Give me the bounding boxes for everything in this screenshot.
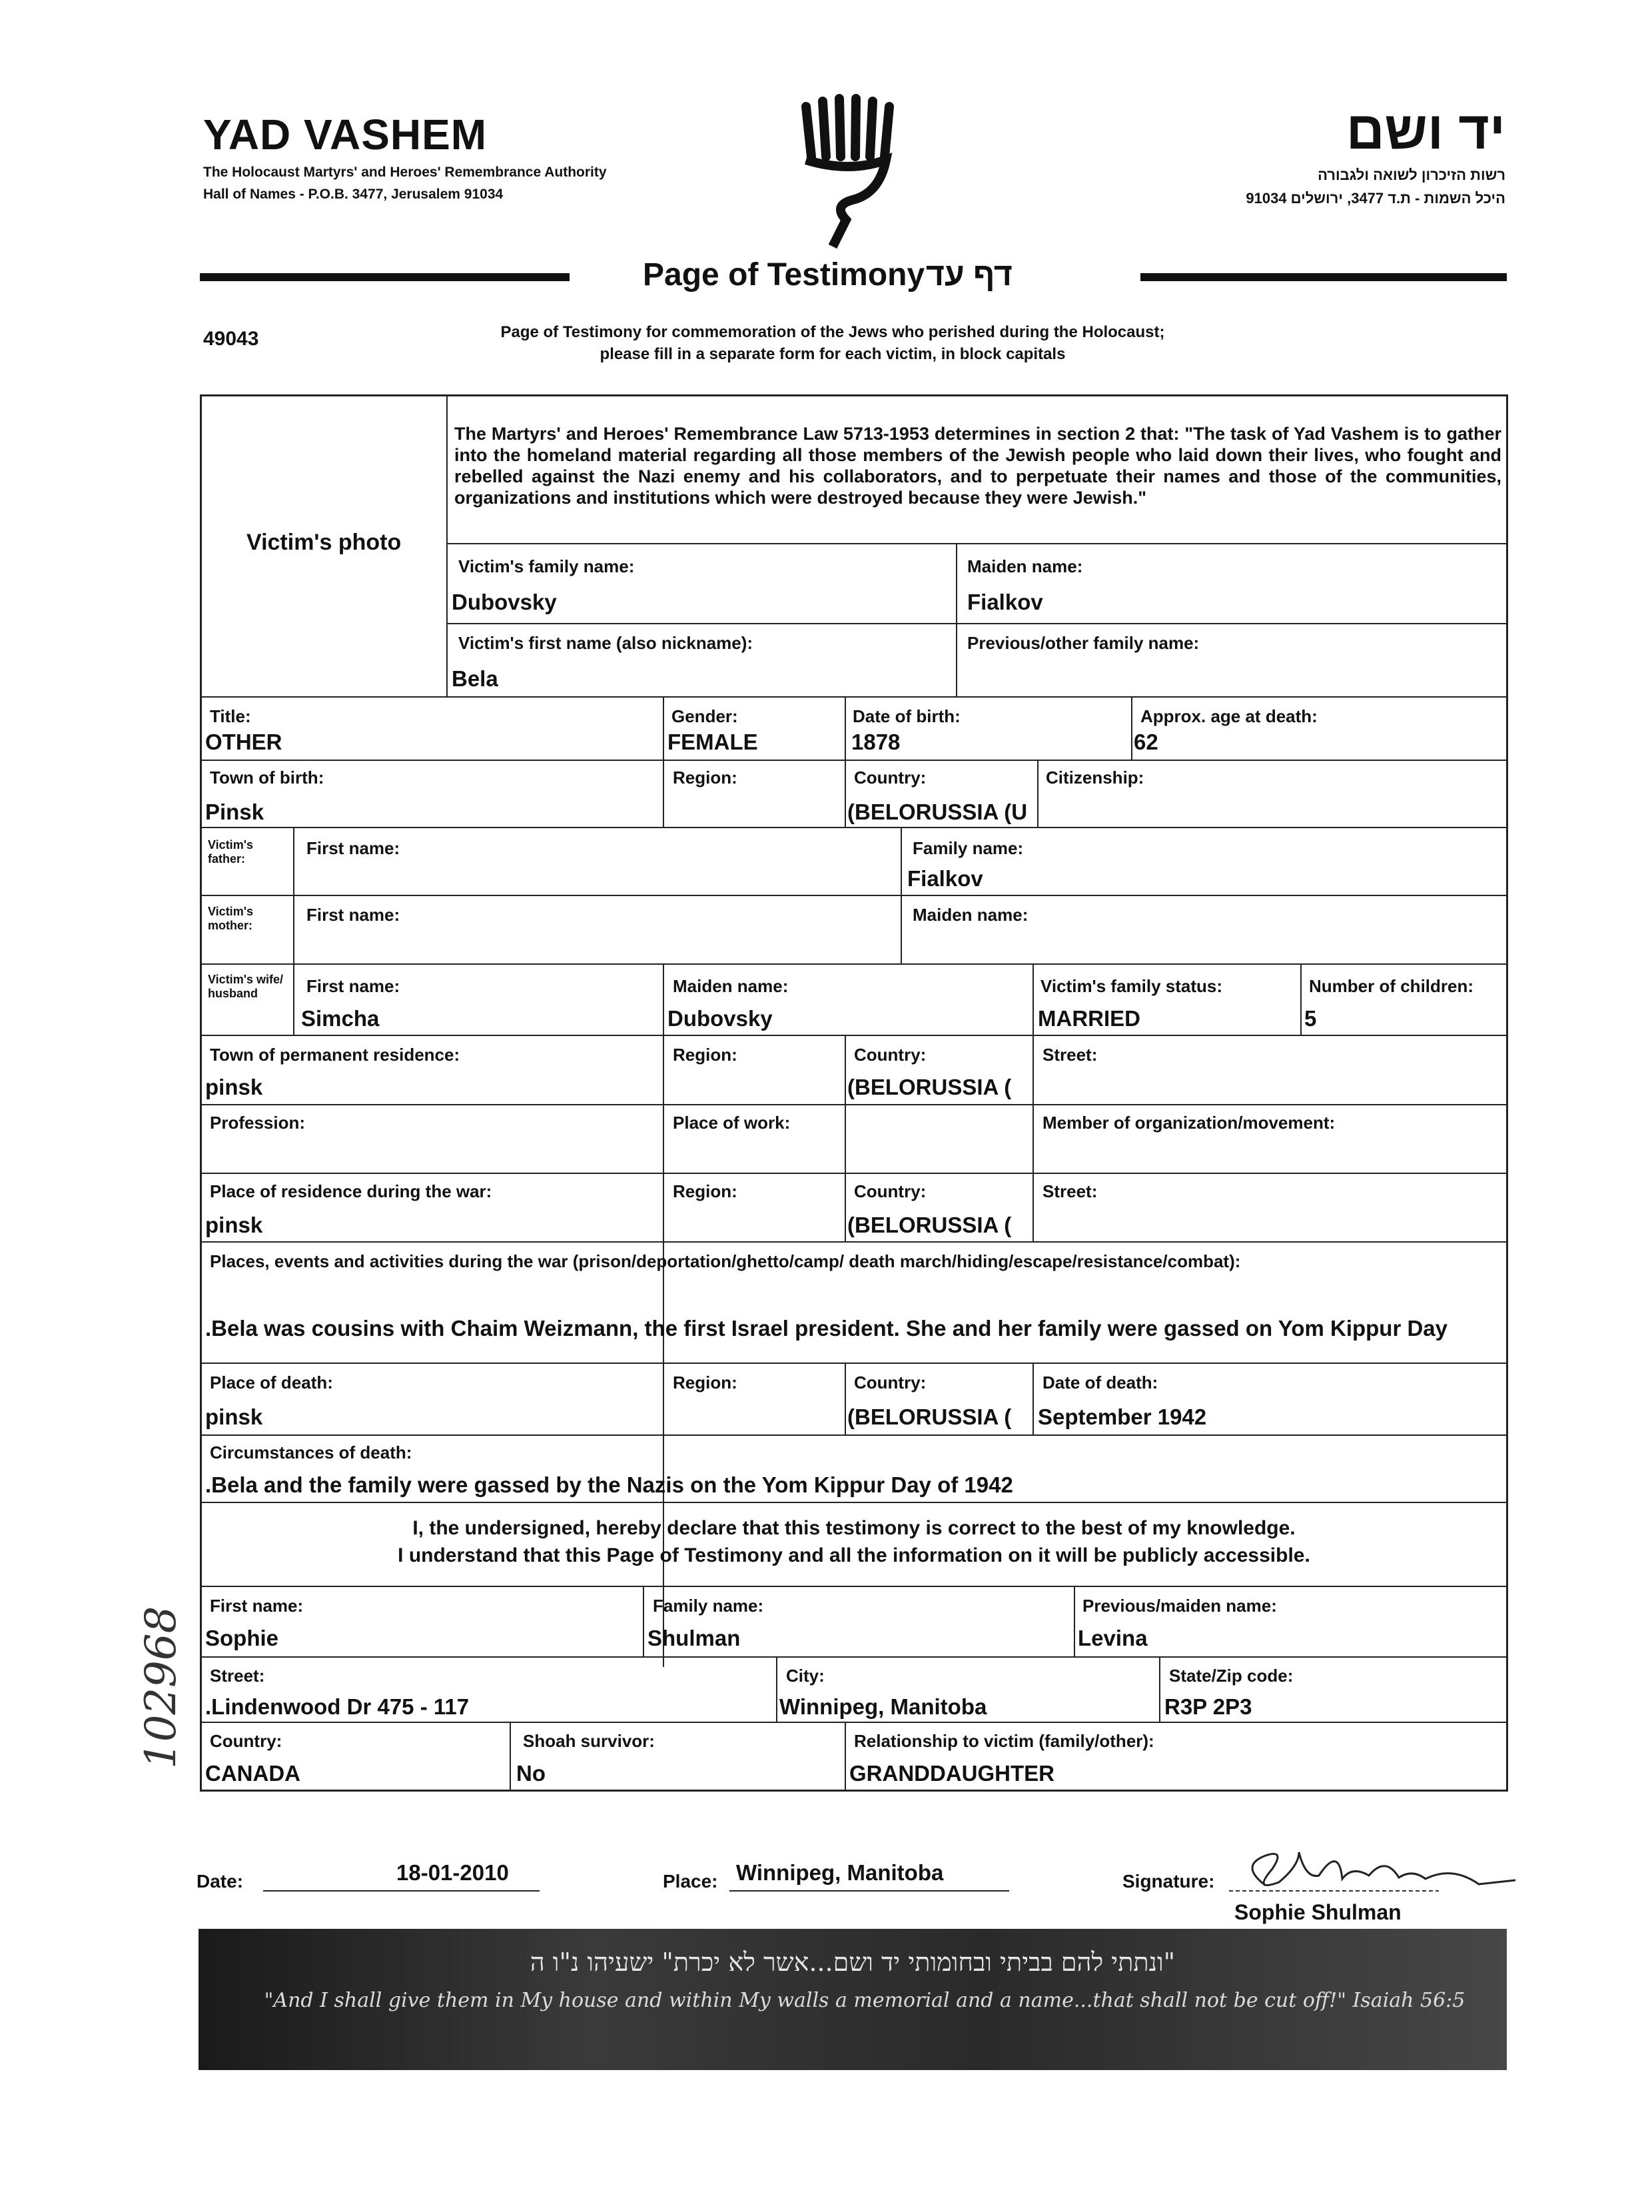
document-number: 49043 bbox=[203, 328, 259, 350]
birth-region-label: Region: bbox=[673, 768, 737, 788]
submitter-street-label: Street: bbox=[210, 1666, 265, 1686]
shoah-survivor-value: No bbox=[516, 1761, 546, 1786]
maiden-name-value: Fialkov bbox=[967, 590, 1043, 614]
date-of-birth-label: Date of birth: bbox=[853, 706, 961, 726]
first-name-label: Victim's first name (also nickname): bbox=[458, 633, 753, 653]
maiden-name-label: Maiden name: bbox=[967, 556, 1083, 576]
date-of-death-value: September 1942 bbox=[1038, 1404, 1207, 1429]
war-street-label: Street: bbox=[1042, 1181, 1098, 1201]
residence-region-label: Region: bbox=[673, 1045, 737, 1065]
family-name-value: Dubovsky bbox=[452, 590, 557, 614]
town-of-birth-label: Town of birth: bbox=[210, 768, 324, 788]
shoah-survivor-label: Shoah survivor: bbox=[523, 1731, 655, 1751]
war-country-label: Country: bbox=[854, 1181, 927, 1201]
town-of-birth-value: Pinsk bbox=[205, 800, 264, 824]
previous-family-name-label: Previous/other family name: bbox=[967, 633, 1200, 653]
organization-member-label: Member of organization/movement: bbox=[1042, 1113, 1336, 1133]
profession-label: Profession: bbox=[210, 1113, 306, 1133]
date-value: 18-01-2010 bbox=[396, 1860, 509, 1885]
signature-name: Sophie Shulman bbox=[1234, 1900, 1402, 1924]
spouse-maiden-name-value: Dubovsky bbox=[667, 1006, 773, 1031]
submitter-prev-name-label: Previous/maiden name: bbox=[1082, 1596, 1277, 1616]
mother-first-name-label: First name: bbox=[306, 905, 400, 925]
banner-hebrew-quote: "ונתתי להם בביתי ובחומותי יד ושם...אשר לא יכרת" ישעיהו נ"ו ה bbox=[530, 1947, 1176, 1977]
birth-country-label: Country: bbox=[854, 768, 927, 788]
death-country-value: (BELORUSSIA ( bbox=[847, 1404, 1012, 1429]
intro-line-2: please fill in a separate form for each victim, in block capitals bbox=[600, 345, 1066, 363]
submitter-country-value: CANADA bbox=[205, 1761, 300, 1786]
relationship-value: GRANDDAUGHTER bbox=[849, 1761, 1054, 1786]
circumstances-value: .Bela and the family were gassed by the Nazis on the Yom Kippur Day of 1942 bbox=[205, 1472, 1013, 1497]
title-rule-left bbox=[200, 273, 570, 281]
submitter-prev-name-value: Levina bbox=[1078, 1626, 1148, 1650]
signature-label: Signature: bbox=[1122, 1871, 1215, 1892]
gender-value: FEMALE bbox=[667, 730, 758, 754]
family-name-label: Victim's family name: bbox=[458, 556, 635, 576]
spouse-maiden-name-label: Maiden name: bbox=[673, 976, 789, 996]
spouse-first-name-label: First name: bbox=[306, 976, 400, 996]
place-label: Place: bbox=[663, 1871, 718, 1892]
submitter-city-value: Winnipeg, Manitoba bbox=[779, 1694, 987, 1719]
submitter-country-label: Country: bbox=[210, 1731, 282, 1751]
place-of-work-label: Place of work: bbox=[673, 1113, 791, 1133]
number-of-children-value: 5 bbox=[1304, 1006, 1317, 1031]
residence-country-value: (BELORUSSIA ( bbox=[847, 1075, 1012, 1099]
gender-label: Gender: bbox=[671, 706, 738, 726]
submitter-family-name-value: Shulman bbox=[647, 1626, 741, 1650]
submitter-first-name-label: First name: bbox=[210, 1596, 304, 1616]
org-name-hebrew: יד ושם bbox=[1346, 101, 1505, 160]
death-country-label: Country: bbox=[854, 1373, 927, 1392]
org-address: Hall of Names - P.O.B. 3477, Jerusalem 91034 bbox=[203, 187, 504, 202]
age-at-death-value: 62 bbox=[1134, 730, 1158, 754]
date-of-death-label: Date of death: bbox=[1042, 1373, 1158, 1392]
declaration-line-1: I, the undersigned, hereby declare that this testimony is correct to the best of my knowledge. bbox=[412, 1517, 1296, 1539]
family-status-value: MARRIED bbox=[1038, 1006, 1140, 1031]
spouse-row-label: Victim's wife/ husband bbox=[208, 973, 283, 1000]
date-of-birth-value: 1878 bbox=[851, 730, 901, 754]
quote-banner bbox=[199, 1929, 1507, 2070]
war-residence-value: pinsk bbox=[205, 1213, 263, 1237]
birth-country-value: (BELORUSSIA (U bbox=[847, 800, 1028, 824]
father-family-name-label: Family name: bbox=[913, 838, 1024, 858]
permanent-residence-label: Town of permanent residence: bbox=[210, 1045, 460, 1065]
father-first-name-label: First name: bbox=[306, 838, 400, 858]
mother-maiden-name-label: Maiden name: bbox=[913, 905, 1029, 925]
yad-vashem-logo-icon bbox=[793, 93, 906, 253]
age-at-death-label: Approx. age at death: bbox=[1140, 706, 1318, 726]
circumstances-label: Circumstances of death: bbox=[210, 1442, 412, 1462]
submitter-first-name-value: Sophie bbox=[205, 1626, 279, 1650]
war-events-label: Places, events and activities during the war (prison/deportation/ghetto/camp/ death march/hiding/escape/resistance/combat): bbox=[210, 1251, 1241, 1271]
org-subtitle-hebrew: רשות הזיכרון לשואה ולגבורה bbox=[1318, 167, 1505, 183]
page-title: Page of Testimony bbox=[643, 257, 925, 292]
residence-street-label: Street: bbox=[1042, 1045, 1098, 1065]
father-family-name-value: Fialkov bbox=[907, 866, 983, 891]
place-of-death-label: Place of death: bbox=[210, 1373, 333, 1392]
mother-row-label: Victim's mother: bbox=[208, 905, 253, 932]
handwritten-number: 102968 bbox=[137, 1606, 186, 1769]
submitter-street-value: .Lindenwood Dr 475 - 117 bbox=[205, 1694, 470, 1719]
family-status-label: Victim's family status: bbox=[1040, 976, 1223, 996]
org-address-hebrew: היכל השמות - ת.ד 3477, ירושלים 91034 bbox=[1246, 190, 1505, 207]
number-of-children-label: Number of children: bbox=[1309, 976, 1474, 996]
date-label: Date: bbox=[197, 1871, 244, 1892]
declaration-line-2: I understand that this Page of Testimony and all the information on it will be publicly accessible. bbox=[398, 1544, 1310, 1566]
title-label: Title: bbox=[210, 706, 251, 726]
place-of-death-value: pinsk bbox=[205, 1404, 263, 1429]
first-name-value: Bela bbox=[452, 666, 498, 691]
death-region-label: Region: bbox=[673, 1373, 737, 1392]
intro-line-1: Page of Testimony for commemoration of the Jews who perished during the Holocaust; bbox=[500, 323, 1165, 341]
page-title-hebrew: דף עד bbox=[926, 257, 1013, 292]
org-subtitle: The Holocaust Martyrs' and Heroes' Remembrance Authority bbox=[203, 165, 607, 180]
relationship-label: Relationship to victim (family/other): bbox=[854, 1731, 1154, 1751]
war-residence-label: Place of residence during the war: bbox=[210, 1181, 492, 1201]
signature-scrawl-icon bbox=[1226, 1839, 1519, 1899]
permanent-residence-value: pinsk bbox=[205, 1075, 263, 1099]
place-value: Winnipeg, Manitoba bbox=[736, 1860, 944, 1885]
submitter-family-name-label: Family name: bbox=[653, 1596, 764, 1616]
org-name: YAD VASHEM bbox=[203, 111, 488, 159]
submitter-zip-label: State/Zip code: bbox=[1169, 1666, 1294, 1686]
citizenship-label: Citizenship: bbox=[1046, 768, 1144, 788]
residence-country-label: Country: bbox=[854, 1045, 927, 1065]
law-text: The Martyrs' and Heroes' Remembrance Law 5713-1953 determines in section 2 that: "The task of Yad Vashem is to gather into the homeland material regarding all those members of the Jewish people who laid down their lives, who fought and rebelled against the Nazi enemy and his collaborators, and to perpetuate their names and those of the communities, organizations and institutions which were destroyed because they were Jewish." bbox=[454, 424, 1501, 508]
title-rule-right bbox=[1140, 273, 1507, 281]
father-row-label: Victim's father: bbox=[208, 838, 253, 865]
submitter-zip-value: R3P 2P3 bbox=[1164, 1694, 1252, 1719]
banner-english-quote: "And I shall give them in My house and within My walls a memorial and a name...that shall not be cut off!" Isaiah 56:5 bbox=[264, 1989, 1465, 2012]
title-value: OTHER bbox=[205, 730, 282, 754]
submitter-city-label: City: bbox=[786, 1666, 825, 1686]
war-region-label: Region: bbox=[673, 1181, 737, 1201]
war-events-value: .Bela was cousins with Chaim Weizmann, the first Israel president. She and her family were gassed on Yom Kippur Day bbox=[205, 1316, 1448, 1341]
war-country-value: (BELORUSSIA ( bbox=[847, 1213, 1012, 1237]
victim-photo-label: Victim's photo bbox=[246, 530, 402, 555]
spouse-first-name-value: Simcha bbox=[301, 1006, 380, 1031]
